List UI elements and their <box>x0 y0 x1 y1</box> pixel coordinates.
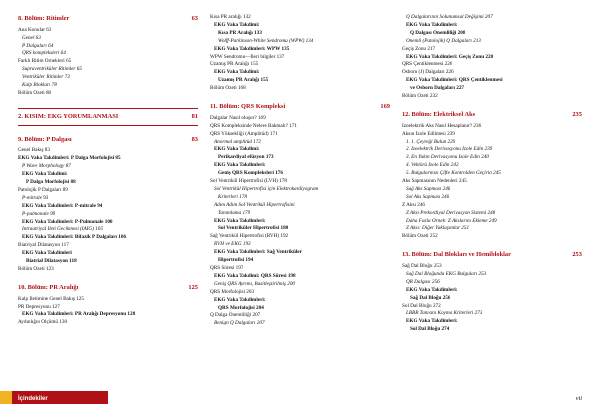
toc-entry[interactable] <box>22 74 198 82</box>
toc-entry-text: Farklı Ritim Örnekleri 65 <box>18 58 72 65</box>
toc-entry[interactable] <box>214 241 390 249</box>
toc-entry[interactable] <box>402 123 582 131</box>
toc-entry-text: QRS Süresi 197 <box>209 265 244 272</box>
toc-entry[interactable] <box>22 211 198 219</box>
toc-entry[interactable] <box>214 69 390 77</box>
toc-entry-text: 1. 1. Çeyreği Bulun 239 <box>405 138 456 145</box>
toc-entry[interactable] <box>406 22 582 30</box>
toc-entry[interactable] <box>218 154 390 162</box>
toc-entry[interactable] <box>406 38 582 46</box>
toc-entry-text: Dalgalar Nasıl oluşur? 169 <box>209 114 266 121</box>
toc-entry-text: QRS Kompleksinde Nelere Bakmalı? 171 <box>209 122 298 129</box>
toc-entry-text: Benign Q Dalgaları 207 <box>213 320 265 327</box>
toc-entry-text: Sağ Ventrikül Hipertrofisi (RVH) 192 <box>209 233 289 240</box>
toc-entry[interactable] <box>218 194 390 202</box>
toc-entry[interactable] <box>22 203 198 211</box>
toc-entry-text: EKG Vaka Takdimleri: P Dalga Morfolojisi 85 <box>18 155 121 162</box>
toc-entry[interactable] <box>18 27 198 35</box>
toc-entry-text: Aksın İzole Edilmesi 239 <box>401 130 455 137</box>
toc-chapter-heading[interactable] <box>18 14 198 24</box>
toc-entry[interactable] <box>214 320 390 328</box>
toc-entry[interactable] <box>218 170 390 178</box>
toc-entry[interactable] <box>406 194 582 202</box>
toc-part-page: 81 <box>191 112 198 120</box>
toc-entry-text: Kriterleri 178 <box>217 193 247 200</box>
toc-entry[interactable] <box>22 171 198 179</box>
toc-entry[interactable] <box>18 90 198 98</box>
toc-entry[interactable] <box>26 258 198 266</box>
toc-entry-text: Kalp İletimine Genel Bakış 125 <box>18 295 84 302</box>
toc-entry[interactable] <box>218 305 390 313</box>
toc-entry[interactable] <box>18 58 198 66</box>
toc-chapter-heading[interactable] <box>210 102 390 112</box>
toc-entry-text: EKG Vaka Takdimleri: WPW 135 <box>213 45 290 52</box>
toc-entry-text: EKG Vaka Takdimleri: QRS Çentiklenmesi <box>405 77 503 84</box>
toc-entry[interactable] <box>218 225 390 233</box>
toc-entry[interactable] <box>210 289 390 297</box>
toc-entry-text: Osborn (J) Dalgaları 226 <box>401 69 454 76</box>
toc-entry[interactable] <box>402 46 582 54</box>
toc-entry[interactable] <box>406 54 582 62</box>
toc-entry-text: Sol Dal Bloğu 272 <box>401 302 441 309</box>
toc-entry-text: 4. Vektörü İzole Edin 242 <box>405 162 459 169</box>
toc-entry-text: Sağ Dal Bloğu 256 <box>409 294 451 301</box>
toc-entry-text: Sol Ventrikül Hipertrofisi için Elektrokardiyogram <box>213 185 319 192</box>
toc-entry[interactable] <box>406 154 582 162</box>
toc-entry-text: Biatriyal Dilatasyon 117 <box>18 242 69 249</box>
toc-entry-text: PR Depresyonu 127 <box>18 303 60 310</box>
toc-entry-text: P-pulmonale 99 <box>22 210 56 217</box>
toc-entry[interactable] <box>210 123 390 131</box>
toc-entry-text: Sol Ventriküler Hipertrofisi 180 <box>217 225 289 232</box>
toc-part-heading[interactable] <box>18 108 198 126</box>
toc-entry-text: Biatrial Dilatasyon 118 <box>26 258 77 265</box>
toc-entry[interactable] <box>214 249 390 257</box>
toc-entry[interactable] <box>18 242 198 250</box>
toc-chapter-heading[interactable] <box>18 135 198 145</box>
toc-entry[interactable] <box>210 312 390 320</box>
toc-entry-text: QRS Yüksekliği (Amplitüd) 171 <box>209 130 278 137</box>
toc-column-3 <box>402 14 582 376</box>
toc-entry-text: İzoelektrik Aks Nasıl Hesaplanır? 236 <box>401 122 482 129</box>
toc-entry[interactable] <box>214 139 390 147</box>
toc-entry[interactable] <box>410 85 582 93</box>
toc-part-title: 2. KISIM: EKG YORUMLANMASI <box>18 112 119 120</box>
toc-entry-text: Z Aksı 246 <box>401 201 426 208</box>
toc-chapter-page: 63 <box>191 15 198 22</box>
toc-entry-text: EKG Vaka Takdimi: <box>213 69 260 76</box>
toc-entry-text: QRS Morfolojisi 203 <box>209 288 255 295</box>
toc-entry-text: EKG Vaka Takdimleri: <box>213 296 266 303</box>
toc-entry-text: Aydınlığın Ölçümü 130 <box>18 319 68 326</box>
toc-entry[interactable] <box>22 226 198 234</box>
toc-entry-text: 2. İzoelektrik Derivasyonu İzole Edin 239 <box>405 146 493 153</box>
toc-entry-text: Sağ Aks Sapması 246 <box>405 185 451 192</box>
toc-entry[interactable] <box>218 38 390 46</box>
toc-chapter-title: 11. Bölüm: QRS Kompleksi <box>209 103 286 111</box>
toc-entry-text: EKG Vaka Takdimleri: Sağ Ventriküler <box>213 249 302 256</box>
toc-entry-text: Genel 63 <box>22 34 41 41</box>
toc-entry[interactable] <box>18 319 198 327</box>
toc-entry[interactable] <box>406 287 582 295</box>
toc-entry[interactable] <box>22 311 198 319</box>
toc-entry-text: EKG Vaka Takdimleri: <box>405 21 458 28</box>
toc-entry[interactable] <box>406 218 582 226</box>
toc-entry-text: EKG Vaka Takdimi: <box>213 21 260 28</box>
toc-entry-text: EKG Vaka Takdimleri: <box>405 286 458 293</box>
toc-chapter-page: 169 <box>380 103 390 111</box>
toc-entry[interactable] <box>214 218 390 226</box>
toc-entry[interactable] <box>406 210 582 218</box>
toc-entry-text: Ana Konular 63 <box>18 26 52 33</box>
page-footer <box>0 386 600 408</box>
toc-entry-text: EKG Vaka Takdimleri: <box>213 162 266 169</box>
toc-entry-text: Anormal amplitüd 172 <box>213 138 261 145</box>
toc-columns <box>18 14 582 376</box>
toc-entry-text: Adım Adım Sol Ventrikül Hipertrofisini <box>213 201 295 208</box>
toc-entry[interactable] <box>22 35 198 43</box>
toc-entry-text: Patolojik P Dalgaları 89 <box>18 186 68 193</box>
toc-entry[interactable] <box>210 54 390 62</box>
toc-entry[interactable] <box>410 295 582 303</box>
toc-chapter-title: 10. Bölüm: PR Aralığı <box>18 283 79 291</box>
toc-entry[interactable] <box>406 279 582 287</box>
toc-entry-text: Wolff-Parkinson-White Sendromu (WPW) 134 <box>217 37 314 44</box>
toc-entry-text: Z Aksı: Diğer Yaklaşımlar 251 <box>405 225 470 232</box>
toc-entry-text: Bölüm Özeti 168 <box>209 85 246 92</box>
toc-entry[interactable] <box>214 297 390 305</box>
toc-entry[interactable] <box>210 61 390 69</box>
toc-entry-text: Q Dalga Önemliliği 207 <box>209 312 261 319</box>
toc-entry[interactable] <box>402 263 582 271</box>
toc-entry-text: RVH ve EKG 193 <box>213 241 251 248</box>
toc-entry-text: Uzamış PR Aralığı 155 <box>217 77 269 84</box>
toc-entry[interactable] <box>210 14 390 22</box>
toc-entry-text: EKG Vaka Takdimleri: Bifazik P Dalgaları 106 <box>22 234 127 241</box>
toc-chapter-heading[interactable] <box>18 283 198 293</box>
toc-entry[interactable] <box>210 265 390 273</box>
toc-entry-text: Geçiş Zonu 217 <box>401 45 436 52</box>
toc-entry-text: Bölüm Özeti 232 <box>401 93 438 100</box>
toc-entry[interactable] <box>22 250 198 258</box>
toc-entry-text: Z Aksı Prekordiyal Derivasyon Sistemi 248 <box>405 209 496 216</box>
toc-entry[interactable] <box>402 233 582 241</box>
toc-chapter-page: 125 <box>188 283 198 291</box>
toc-entry-text: Daha Fazla Örnek: Z Akslarını Ekleme 249 <box>405 217 497 224</box>
toc-entry-text: EKG Vaka Takdimi: <box>213 146 260 153</box>
toc-entry-text: QR Dalgası 256 <box>405 278 440 285</box>
toc-entry-text: Kısa PR Aralığı 133 <box>217 29 262 36</box>
toc-entry-text: P Dalga Morfolojisi 88 <box>26 178 76 185</box>
toc-entry[interactable] <box>18 155 198 163</box>
toc-entry[interactable] <box>26 179 198 187</box>
toc-entry[interactable] <box>210 233 390 241</box>
toc-entry-text: EKG Vaka Takdimleri: Geçiş Zonu 220 <box>405 53 494 60</box>
toc-entry-text: Uzamış PR Aralığı 155 <box>209 61 259 68</box>
toc-entry[interactable] <box>406 170 582 178</box>
toc-entry-text: ve Osborn Dalgaları 227 <box>409 85 465 92</box>
toc-entry[interactable] <box>402 61 582 69</box>
toc-entry-text: Bölüm Özeti 252 <box>401 233 438 240</box>
toc-entry-text: 5. Bulgularınızı Çifte Kontrolden Geçirin 245 <box>405 170 501 177</box>
footer-bar <box>0 391 108 404</box>
toc-entry[interactable] <box>18 187 198 195</box>
toc-entry[interactable] <box>406 146 582 154</box>
toc-entry-text: EKG Vaka Takdimi: <box>22 171 68 178</box>
toc-entry-text: Q Dalgalarının Solunumsal Değişimi 207 <box>405 14 493 20</box>
toc-entry[interactable] <box>406 225 582 233</box>
toc-entry[interactable] <box>402 303 582 311</box>
toc-entry[interactable] <box>406 77 582 85</box>
toc-entry-text: Tanımlama 179 <box>217 209 251 216</box>
toc-entry[interactable] <box>214 162 390 170</box>
toc-entry[interactable] <box>18 147 198 155</box>
toc-entry-text: EKG Vaka Takdimleri: <box>213 217 266 224</box>
toc-entry-text: WPW Sendromu—İleri bilgiler 137 <box>209 53 285 60</box>
page-number: vii <box>575 395 582 402</box>
toc-entry-text: Supraventriküler Ritimler 65 <box>22 66 82 73</box>
toc-entry[interactable] <box>214 146 390 154</box>
toc-entry[interactable] <box>406 186 582 194</box>
toc-entry-text: Kısa PR aralığı 132 <box>209 14 251 20</box>
toc-entry[interactable] <box>210 85 390 93</box>
toc-entry-text: Önemli (Patolojik) Q Dalgaları 213 <box>405 37 481 44</box>
toc-chapter-heading[interactable] <box>402 110 582 120</box>
toc-chapter-title: 8. Bölüm: Ritimler <box>18 15 70 22</box>
toc-chapter-page: 235 <box>572 110 582 118</box>
toc-entry-text: Sağ Dal Bloğu 253 <box>401 263 442 270</box>
toc-entry[interactable] <box>218 30 390 38</box>
toc-chapter-title: 9. Bölüm: P Dalgası <box>18 135 72 143</box>
toc-entry[interactable] <box>22 82 198 90</box>
toc-chapter-title: 12. Bölüm: Elektriksel Aks <box>401 110 476 118</box>
toc-entry-text: Sol Aks Sapması 246 <box>405 193 450 200</box>
footer-tab-marker <box>0 391 12 404</box>
toc-entry-text: Kalp Blokları 78 <box>22 82 57 89</box>
toc-entry[interactable] <box>214 186 390 194</box>
toc-column-2 <box>210 14 390 376</box>
toc-entry[interactable] <box>410 30 582 38</box>
toc-entry[interactable] <box>210 115 390 123</box>
toc-entry-text: Genel Bakış 83 <box>18 147 50 154</box>
toc-entry[interactable] <box>214 273 390 281</box>
toc-entry[interactable] <box>406 162 582 170</box>
toc-entry[interactable] <box>218 257 390 265</box>
toc-chapter-title: 13. Bölüm: Dal Blokları ve Hemibloklar <box>401 251 511 259</box>
toc-entry[interactable] <box>402 178 582 186</box>
toc-entry-text: Sol Ventrikül Hipertrofisi (LVH) 178 <box>209 178 287 185</box>
toc-entry[interactable] <box>210 178 390 186</box>
toc-entry-text: EKG Vaka Takdimi: QRS Süresi 198 <box>213 272 296 279</box>
toc-entry[interactable] <box>406 318 582 326</box>
toc-entry-text: Hipertrofisi 194 <box>217 257 254 264</box>
toc-entry-text: Bölüm Özeti 123 <box>18 265 54 272</box>
toc-column-1 <box>18 14 198 376</box>
toc-entry[interactable] <box>22 163 198 171</box>
toc-entry[interactable] <box>402 131 582 139</box>
toc-entry[interactable] <box>18 266 198 274</box>
toc-entry-text: Geniş QRS Ayrımı, Basitleştirilmiş 200 <box>213 280 296 287</box>
toc-entry[interactable] <box>22 195 198 203</box>
toc-entry-text: QRS Çentiklenmesi 226 <box>401 61 453 68</box>
toc-entry[interactable] <box>402 202 582 210</box>
toc-entry[interactable] <box>214 46 390 54</box>
toc-entry-text: Q Dalgası Önemliliği 208 <box>409 29 466 36</box>
toc-chapter-heading[interactable] <box>402 250 582 260</box>
toc-entry-text: Sol Dal Bloğu 274 <box>409 326 450 333</box>
toc-entry-text: EKG Vaka Takdimleri: P-Pulmonale 100 <box>22 218 113 225</box>
toc-entry[interactable] <box>214 202 390 210</box>
toc-entry-text: 3. En Yakın Derivasyonu İzole Edin 240 <box>405 154 489 161</box>
toc-entry[interactable] <box>22 66 198 74</box>
toc-entry[interactable] <box>402 69 582 77</box>
toc-entry-text: Perikardiyal efüzyon 173 <box>217 154 274 161</box>
toc-entry-text: P Dalgaları 64 <box>22 42 54 49</box>
toc-entry-text: EKG Vaka Takdimleri: <box>405 318 458 325</box>
toc-entry[interactable] <box>410 326 582 334</box>
toc-entry[interactable] <box>22 219 198 227</box>
toc-entry-text: P-mitrale 93 <box>22 194 49 201</box>
toc-entry[interactable] <box>18 296 198 304</box>
toc-entry-text: QRS kompleksleri 64 <box>22 50 66 57</box>
toc-entry[interactable] <box>218 77 390 85</box>
toc-entry-text: EKG Vaka Takdimleri <box>22 250 72 257</box>
toc-entry-text: EKG Vaka Takdimleri: P-mitrale 94 <box>22 202 103 209</box>
toc-entry[interactable] <box>406 139 582 147</box>
toc-entry-text: Bölüm Özeti 80 <box>18 89 52 96</box>
toc-chapter-page: 83 <box>191 135 198 143</box>
toc-entry-text: QRS Morfolojisi 204 <box>217 304 264 311</box>
toc-entry[interactable] <box>402 93 582 101</box>
toc-chapter-page: 253 <box>572 251 582 259</box>
toc-entry[interactable] <box>18 304 198 312</box>
toc-entry[interactable] <box>406 14 582 22</box>
footer-label: İçindekiler <box>18 396 48 402</box>
toc-entry[interactable] <box>214 22 390 30</box>
toc-entry[interactable] <box>210 131 390 139</box>
toc-entry-text: P Wave Morphology 87 <box>22 163 71 170</box>
toc-entry-text: EKG Vaka Takdimleri: PR Aralığı Depresyonu 128 <box>22 311 136 318</box>
toc-entry[interactable] <box>22 234 198 242</box>
toc-entry-text: Aks Sapmasının Nedenleri 245 <box>401 178 467 185</box>
toc-entry[interactable] <box>406 271 582 279</box>
toc-entry-text: Geniş QRS Kompleksleri 176 <box>217 170 283 177</box>
toc-entry[interactable] <box>214 281 390 289</box>
toc-entry-text: İntraatriyal İleti Gecikmesi (İAİG) 105 <box>22 226 103 233</box>
toc-entry-text: Ventriküler Ritimler 73 <box>22 74 70 81</box>
toc-entry[interactable] <box>406 310 582 318</box>
toc-entry[interactable] <box>22 43 198 51</box>
toc-entry[interactable] <box>218 210 390 218</box>
toc-entry-text: LBBB Tanısını Koyma Kriterleri 273 <box>405 310 483 317</box>
toc-entry[interactable] <box>22 50 198 58</box>
toc-entry-text: Sağ Dal Bloğunda EKG Bulguları 253 <box>405 270 487 277</box>
